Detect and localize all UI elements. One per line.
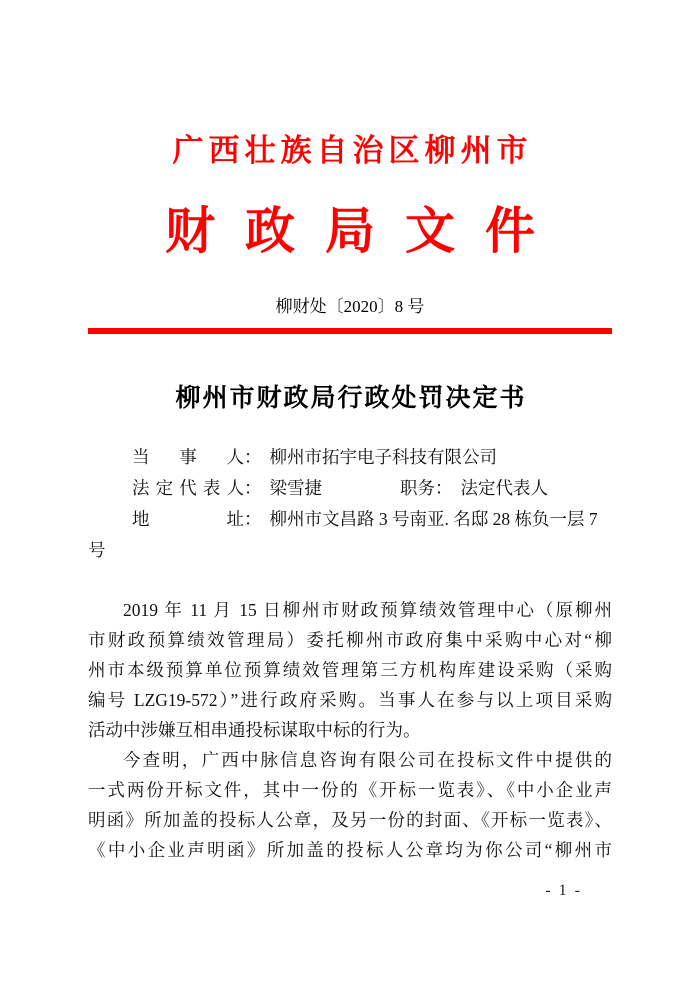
address-label: 地 址 bbox=[132, 509, 244, 529]
party-info-block bbox=[88, 442, 612, 566]
body-line: 州市本级预算单位预算绩效管理第三方机构库建设采购（采购 bbox=[88, 660, 612, 680]
address-wrap-row bbox=[88, 535, 612, 566]
legal-rep-colon: ： bbox=[244, 478, 262, 498]
body-line: 2019 年 11 月 15 日柳州市财政预算绩效管理中心（原柳州 bbox=[123, 600, 612, 620]
body-line: 编号 LZG19-572）”进行政府采购。当事人在参与以上项目采购 bbox=[88, 690, 612, 710]
body-line: 市财政预算绩效管理局）委托柳州市政府集中采购中心对“柳 bbox=[88, 630, 612, 650]
party-colon: ： bbox=[244, 447, 262, 467]
page-number: - 1 - bbox=[545, 882, 582, 899]
issuing-authority-line: 广西壮族自治区柳州市 bbox=[172, 133, 533, 168]
body-line: 活动中涉嫌互相串通投标谋取中标的行为。 bbox=[88, 720, 421, 740]
position-colon: ： bbox=[435, 478, 453, 498]
address-value-line2: 号 bbox=[88, 540, 106, 560]
body-line: 一式两份开标文件，其中一份的《开标一览表》、《中小企业声 bbox=[88, 780, 612, 800]
legal-rep-label: 法 定 代 表 人 bbox=[132, 478, 244, 498]
document-type-title: 财政局文件 bbox=[165, 203, 565, 259]
red-divider-line bbox=[88, 328, 612, 334]
document-title: 柳州市财政局行政处罚决定书 bbox=[175, 384, 527, 412]
address-value-line1: 柳州市文昌路 3 号南亚. 名邸 28 栋负一层 7 bbox=[269, 509, 598, 529]
legal-rep-row bbox=[88, 473, 612, 504]
document-number: 柳财处〔2020〕8 号 bbox=[275, 297, 425, 316]
address-colon: ： bbox=[244, 509, 262, 529]
party-row bbox=[88, 442, 612, 473]
body-text-block bbox=[88, 595, 612, 865]
party-label: 当 事 人 bbox=[132, 447, 244, 467]
position-value: 法定代表人 bbox=[460, 478, 548, 498]
address-row bbox=[88, 504, 612, 535]
party-value: 柳州市拓宇电子科技有限公司 bbox=[269, 447, 497, 467]
position-label: 职务 bbox=[400, 478, 435, 498]
body-line: 今查明，广西中脉信息咨询有限公司在投标文件中提供的 bbox=[123, 750, 612, 770]
body-line: 《中小企业声明函》所加盖的投标人公章均为你公司“柳州市 bbox=[88, 840, 612, 860]
legal-rep-value: 梁雪捷 bbox=[269, 478, 322, 498]
body-line: 明函》所加盖的投标人公章，及另一份的封面、《开标一览表》、 bbox=[88, 810, 612, 830]
